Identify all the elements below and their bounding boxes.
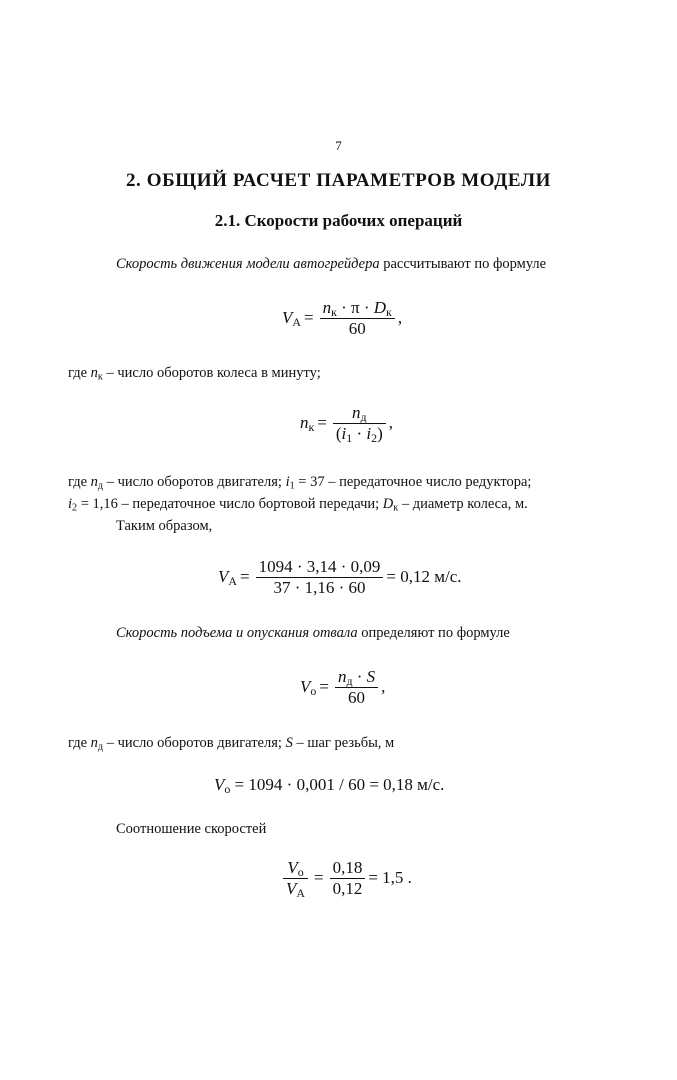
thus-text: Таким образом,: [116, 518, 213, 534]
formula-lhs: V: [214, 775, 225, 794]
formula-lhs: V: [218, 566, 229, 586]
var-sub: к: [97, 371, 103, 383]
fraction-velocities: [283, 858, 308, 900]
text: – диаметр колеса, м.: [398, 496, 528, 512]
paragraph-speed-motion: [116, 256, 546, 273]
var: S: [285, 735, 293, 751]
numerator-var-sub: д: [346, 673, 353, 688]
den-op: ·: [352, 424, 367, 444]
numerator-var-sub: к: [331, 304, 337, 319]
var-sub: 2: [72, 502, 78, 514]
fraction: [320, 298, 395, 340]
formula-lhs: n: [300, 412, 309, 432]
where-line-4: [68, 735, 394, 752]
var-sub: д: [97, 480, 104, 492]
formula-nk: $n_к$ = $\frac{n_д}{(i_1 \cdot i_2)}$ ,: [300, 403, 394, 446]
text: = 1,16 – передаточное число бортовой передачи;: [77, 496, 383, 512]
numerator-var: n: [352, 403, 361, 422]
text: где: [68, 474, 91, 490]
denominator: 60: [348, 319, 366, 339]
paren-close: ): [377, 424, 383, 444]
ratio-label: Соотношение скоростей: [116, 821, 267, 837]
formula-vo: $V_о$ = $\frac{n_д \cdot S}{60}$ ,: [300, 667, 386, 708]
formula-rhs: = 1094 · 0,001 / 60 = 0,18 м/с.: [230, 775, 445, 794]
numerator: 1094 · 3,14 · 0,09: [256, 557, 384, 578]
subsection-title: 2.1. Скорости рабочих операций: [214, 211, 463, 230]
numerator-diameter-sub: к: [386, 304, 392, 319]
section-title: 2. ОБЩИЙ РАСЧЕТ ПАРАМЕТРОВ МОДЕЛИ: [125, 170, 552, 191]
page-number: 7: [335, 138, 342, 153]
fraction-values: [330, 858, 366, 900]
var-sub: д: [97, 741, 104, 753]
formula-result: = 1,5 .: [368, 867, 412, 887]
numerator-var: n: [337, 667, 347, 686]
formula-va-calc: $V_А$ = $\frac{1094 \cdot 3,14 \cdot 0,09}{37 \cdot 1,16 \cdot 60}$ = 0,12 м/с.: [218, 557, 462, 598]
text: – число оборотов двигателя;: [103, 735, 286, 751]
numerator-op: ·: [352, 667, 367, 686]
denominator: 60: [348, 688, 366, 708]
paragraph-text: определяют по формуле: [357, 625, 510, 641]
var: D: [382, 496, 394, 512]
formula-lhs: V: [282, 307, 293, 327]
denominator: 37 · 1,16 · 60: [273, 578, 366, 598]
paragraph-text: рассчитывают по формуле: [379, 256, 547, 272]
formula-lhs-sub: А: [228, 573, 237, 588]
formula-tail: ,: [397, 307, 403, 327]
numerator-diameter: D: [373, 298, 387, 317]
text: где: [68, 735, 91, 751]
fraction: [256, 557, 384, 599]
paren-open: (: [335, 424, 342, 444]
numerator-var-sub: о: [297, 864, 304, 879]
formula-lhs-sub: о: [224, 781, 231, 796]
var-sub: к: [393, 502, 399, 514]
formula-tail: ,: [381, 676, 386, 696]
formula-va: $V_А$ = $\frac{n_к \cdot \pi \cdot D_к}{60}$ ,: [282, 298, 403, 339]
formula-ratio: $\frac{V_о}{V_А}$ = $\frac{0,18}{0,12}$ = 1,5 .: [280, 858, 412, 900]
text: – число оборотов колеса в минуту;: [102, 365, 321, 381]
den-i2-sub: 2: [371, 431, 378, 446]
fraction: [335, 667, 378, 709]
formula-lhs-sub: о: [310, 683, 317, 698]
numerator-var: V: [287, 858, 298, 877]
formula-result: = 0,12 м/с.: [386, 566, 462, 586]
var: n: [90, 365, 98, 381]
var: i: [68, 496, 73, 512]
numerator-op: · π ·: [336, 298, 374, 317]
formula-tail: ,: [388, 412, 394, 432]
formula-vo-calc: [214, 775, 444, 795]
den-i1: i: [341, 424, 347, 444]
where-line-1: [68, 365, 321, 382]
paragraph-speed-blade: [116, 625, 510, 642]
var-sub: 1: [289, 480, 295, 492]
italic-term: Скорость движения модели автогрейдера: [116, 256, 380, 272]
text: – число оборотов двигателя;: [103, 474, 286, 490]
formula-lhs-sub: А: [292, 314, 301, 329]
var: i: [285, 474, 290, 490]
where-line-3: [68, 496, 528, 513]
var: n: [90, 474, 98, 490]
denominator: 0,12: [332, 879, 363, 899]
denominator-var-sub: А: [296, 886, 305, 901]
numerator: 0,18: [330, 858, 366, 879]
denominator-var: V: [286, 879, 297, 899]
var: n: [90, 735, 98, 751]
text: = 37 – передаточное число редуктора;: [294, 474, 532, 490]
italic-term: Скорость подъема и опускания отвала: [116, 625, 358, 641]
where-line-2: [68, 474, 531, 491]
formula-lhs: V: [300, 676, 311, 696]
numerator-step: S: [366, 667, 376, 686]
text: где: [68, 365, 91, 381]
formula-lhs-sub: к: [308, 419, 315, 434]
numerator-var: n: [322, 298, 332, 317]
den-i2: i: [366, 424, 372, 444]
text: – шаг резьбы, м: [292, 735, 395, 751]
den-i1-sub: 1: [346, 431, 353, 446]
fraction: [333, 403, 386, 445]
numerator-var-sub: д: [360, 409, 367, 424]
